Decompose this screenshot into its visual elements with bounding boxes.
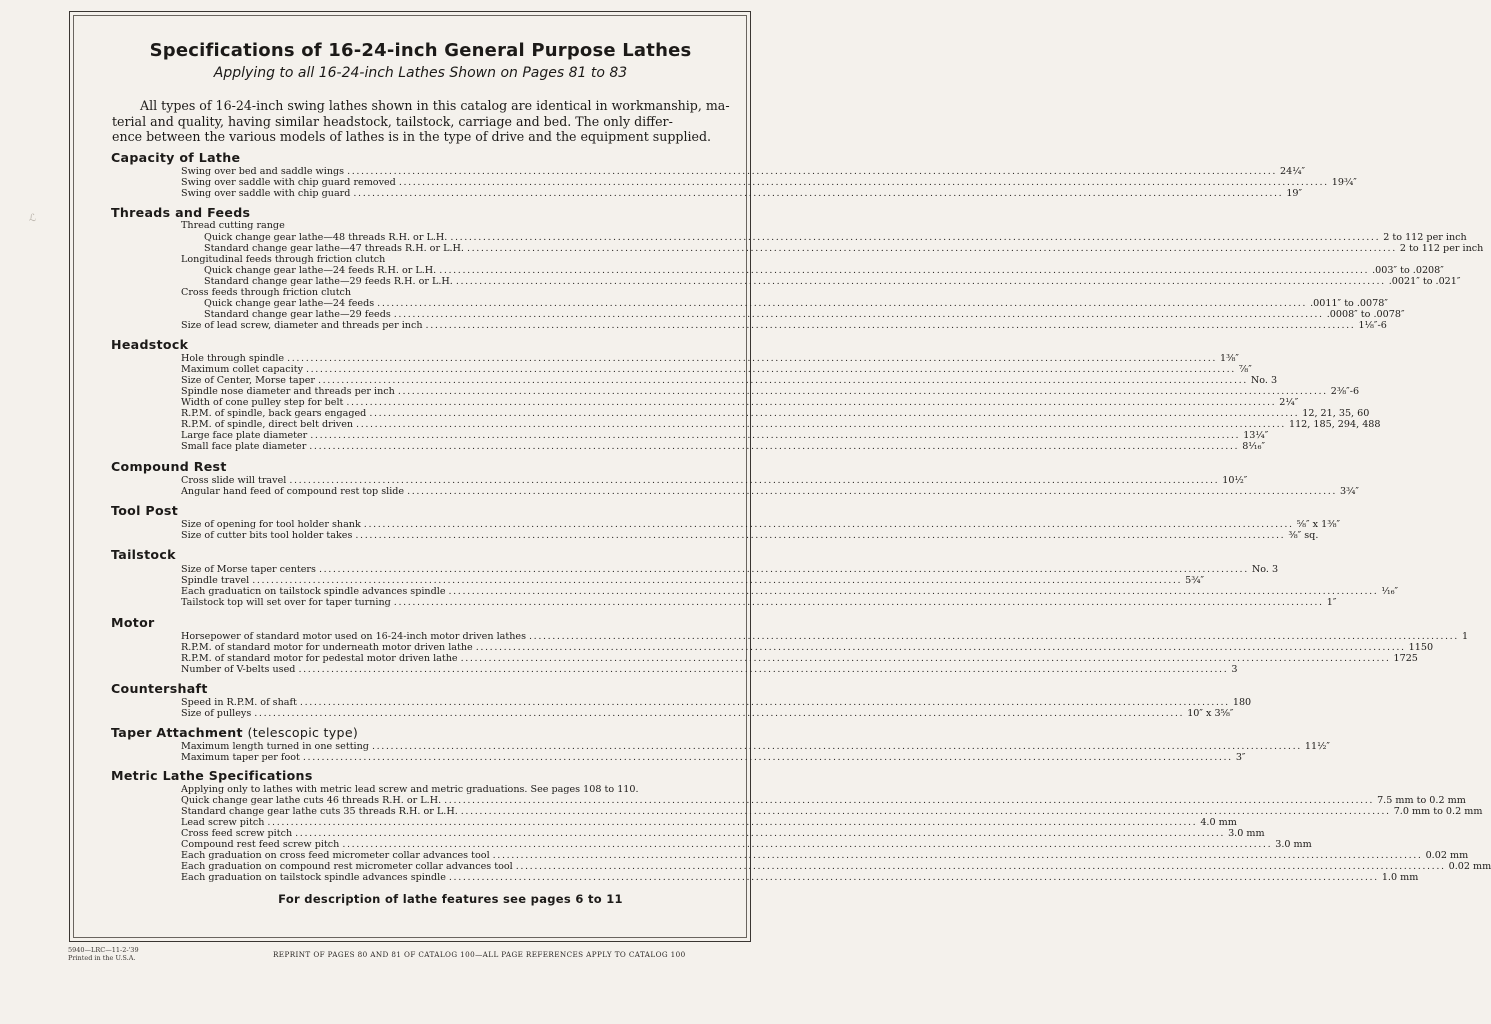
section-taper-title xyxy=(111,725,358,740)
spec-row: Standard change gear lathe—29 feeds R.H. or L.H. ........................................................................................................................................................................................................ .0021″ to .021″ xyxy=(204,276,1461,287)
spec-row: Size of opening for tool holder shank ........................................................................................................................................................................................................ ⅝″ x 1⅜″ xyxy=(181,519,1341,530)
spec-value: ¹⁄₁₆″ xyxy=(1381,586,1399,597)
section-motor-title: Motor xyxy=(111,615,155,630)
section-tailstock-title: Tailstock xyxy=(111,547,176,562)
spec-row: Swing over saddle with chip guard ........................................................................................................................................................................................................ 19″ xyxy=(181,188,1303,199)
spec-label: Standard change gear lathe—47 threads R.H. or L.H. xyxy=(204,243,464,254)
spec-value: 1725 xyxy=(1393,653,1418,664)
spec-label: Quick change gear lathe—24 feeds xyxy=(204,298,375,309)
spec-row: Standard change gear lathe—47 threads R.H. or L.H. ........................................................................................................................................................................................................ 2 to 112 per inch xyxy=(204,243,1484,254)
section-taper-note: (telescopic type) xyxy=(247,725,359,740)
spec-label: Spindle nose diameter and threads per inch xyxy=(181,386,395,397)
spec-label: Swing over saddle with chip guard removed xyxy=(181,177,396,188)
spec-value: 0.02 mm xyxy=(1425,850,1469,861)
spec-row: Lead screw pitch ........................................................................................................................................................................................................ 4.0 mm xyxy=(181,817,1237,828)
section-taper-label: Taper Attachment xyxy=(111,725,243,740)
reprint-note: REPRINT OF PAGES 80 AND 81 OF CATALOG 100—ALL PAGE REFERENCES APPLY TO CATALOG 100 xyxy=(273,950,686,959)
spec-row: Spindle travel ........................................................................................................................................................................................................ 5¾″ xyxy=(181,575,1205,586)
spec-value: 3¾″ xyxy=(1340,486,1360,497)
printed-in-line: Printed in the U.S.A. xyxy=(68,954,136,962)
spec-label: Each graduation on cross feed micrometer collar advances tool xyxy=(181,850,490,861)
spec-label: Width of cone pulley step for belt xyxy=(181,397,344,408)
spec-row: Quick change gear lathe cuts 46 threads R.H. or L.H. ........................................................................................................................................................................................................ 7.5 mm to 0.2 mm xyxy=(181,795,1466,806)
print-code xyxy=(68,946,139,962)
spec-row: R.P.M. of spindle, direct belt driven ........................................................................................................................................................................................................ 112, 185, 294, 488 xyxy=(181,419,1381,430)
spec-value: .003″ to .0208″ xyxy=(1372,265,1444,276)
spec-label: Quick change gear lathe—24 feeds R.H. or L.H. xyxy=(204,265,437,276)
spec-label: Standard change gear lathe cuts 35 threads R.H. or L.H. xyxy=(181,806,458,817)
spec-label: Spindle travel xyxy=(181,575,250,586)
spec-value: 3.0 mm xyxy=(1275,839,1312,850)
spec-value: 1 xyxy=(1461,631,1469,642)
spec-label: Quick change gear lathe—48 threads R.H. or L.H. xyxy=(204,232,448,243)
page-subtitle: Applying to all 16-24-inch Lathes Shown on Pages 81 to 83 xyxy=(213,65,628,81)
spec-row: Quick change gear lathe—24 feeds ........................................................................................................................................................................................................ .0011″ to .0078″ xyxy=(204,298,1388,309)
spec-label: Angular hand feed of compound rest top slide xyxy=(181,486,405,497)
spec-value: .0011″ to .0078″ xyxy=(1310,298,1388,309)
section-compound-title: Compound Rest xyxy=(111,459,227,474)
spec-row: Size of pulleys ........................................................................................................................................................................................................ 10″ x 3⅝″ xyxy=(181,708,1234,719)
spec-label: Size of opening for tool holder shank xyxy=(181,519,361,530)
spec-row: Maximum taper per foot ........................................................................................................................................................................................................ 3″ xyxy=(181,752,1246,763)
spec-label: Standard change gear lathe—29 feeds R.H. or L.H. xyxy=(204,276,453,287)
spec-value: .0021″ to .021″ xyxy=(1388,276,1461,287)
spec-label: Cross slide will travel xyxy=(181,475,287,486)
spec-label: Cross feed screw pitch xyxy=(181,828,293,839)
spec-row: R.P.M. of standard motor for pedestal motor driven lathe ........................................................................................................................................................................................................ 1725 xyxy=(181,653,1418,664)
page-title: Specifications of 16-24-inch General Purpose Lathes xyxy=(149,40,692,61)
spec-value: .0008″ to .0078″ xyxy=(1326,309,1405,320)
spec-value: ⅞″ xyxy=(1238,364,1252,375)
spec-value: 112, 185, 294, 488 xyxy=(1288,419,1381,430)
spec-value: 7.5 mm to 0.2 mm xyxy=(1377,795,1466,806)
spec-label: Lead screw pitch xyxy=(181,817,265,828)
spec-label: Size of Morse taper centers xyxy=(181,564,316,575)
spec-value: 3.0 mm xyxy=(1228,828,1265,839)
spec-value: 1150 xyxy=(1408,642,1434,653)
spec-label: R.P.M. of standard motor for underneath motor driven lathe xyxy=(181,642,473,653)
spec-row: Size of cutter bits tool holder takes ........................................................................................................................................................................................................ ⅜″ sq. xyxy=(181,530,1319,541)
spec-label: Hole through spindle xyxy=(181,353,285,364)
spec-label: Swing over saddle with chip guard xyxy=(181,188,351,199)
spec-value: 3″ xyxy=(1235,752,1246,763)
spec-row: Angular hand feed of compound rest top slide ........................................................................................................................................................................................................ 3¾″ xyxy=(181,486,1360,497)
section-headstock-title: Headstock xyxy=(111,337,189,352)
spec-value: 3 xyxy=(1231,664,1238,675)
spec-value: 8¹⁄₁₆″ xyxy=(1242,441,1266,452)
spec-value: 1″ xyxy=(1326,597,1337,608)
spec-label: Tailstock top will set over for taper turning xyxy=(181,597,391,608)
spec-value: 1.0 mm xyxy=(1381,872,1419,883)
spec-value: 0.02 mm xyxy=(1448,861,1491,872)
spec-row: Each graduation on tailstock spindle advances spindle ........................................................................................................................................................................................................ 1.0 mm xyxy=(181,872,1419,883)
spec-value: No. 3 xyxy=(1250,375,1278,386)
spec-label: Compound rest feed screw pitch xyxy=(181,839,340,850)
section-metric-title: Metric Lathe Specifications xyxy=(111,768,313,783)
spec-row: Cross feed screw pitch ........................................................................................................................................................................................................ 3.0 mm xyxy=(181,828,1265,839)
section-toolpost-title: Tool Post xyxy=(111,503,179,518)
see-also-note: For description of lathe features see pages 6 to 11 xyxy=(278,892,623,906)
spec-label: Size of lead screw, diameter and threads per inch xyxy=(181,320,423,331)
spec-group-heading: Thread cutting range xyxy=(181,220,285,231)
spec-value: 1⅜″ xyxy=(1220,353,1240,364)
spec-value: 2⅜″-6 xyxy=(1330,386,1360,397)
spec-label: Size of pulleys xyxy=(181,708,252,719)
spec-value: 2¼″ xyxy=(1279,397,1299,408)
spec-label: Maximum length turned in one setting xyxy=(181,741,369,752)
spec-row: Swing over saddle with chip guard removed ........................................................................................................................................................................................................ 19¾″ xyxy=(181,177,1357,188)
spec-label: Speed in R.P.M. of shaft xyxy=(181,697,297,708)
spec-row: Each graduaticn on tailstock spindle advances spindle ........................................................................................................................................................................................................ ¹⁄₁₆″ xyxy=(181,586,1399,597)
spec-row: Large face plate diameter ........................................................................................................................................................................................................ 13¼″ xyxy=(181,430,1269,441)
spec-row: Width of cone pulley step for belt ........................................................................................................................................................................................................ 2¼″ xyxy=(181,397,1299,408)
spec-value: 19¾″ xyxy=(1331,177,1357,188)
spec-value: 5¾″ xyxy=(1185,575,1205,586)
intro-line: ence between the various models of lathes is in the type of drive and the equipment supplied. xyxy=(112,129,712,144)
spec-row: Size of Center, Morse taper ........................................................................................................................................................................................................ No. 3 xyxy=(181,375,1278,386)
spec-label: Size of Center, Morse taper xyxy=(181,375,315,386)
spec-row: R.P.M. of standard motor for underneath motor driven lathe ........................................................................................................................................................................................................ 1150 xyxy=(181,642,1434,653)
spec-row: Size of Morse taper centers ........................................................................................................................................................................................................ No. 3 xyxy=(181,564,1279,575)
spec-value: 19″ xyxy=(1286,188,1303,199)
metric-note: Applying only to lathes with metric lead screw and metric graduations. See pages 108 to 110. xyxy=(181,784,639,795)
spec-row: Number of V-belts used ........................................................................................................................................................................................................ 3 xyxy=(181,664,1238,675)
spec-label: R.P.M. of standard motor for pedestal motor driven lathe xyxy=(181,653,458,664)
spec-row: Cross slide will travel ........................................................................................................................................................................................................ 10½″ xyxy=(181,475,1248,486)
spec-row: Quick change gear lathe—24 feeds R.H. or L.H. ........................................................................................................................................................................................................ .003″ to .0208″ xyxy=(204,265,1444,276)
spec-value: ⅜″ sq. xyxy=(1288,530,1319,541)
spec-label: R.P.M. of spindle, back gears engaged xyxy=(181,408,367,419)
spec-label: Maximum taper per foot xyxy=(181,752,300,763)
print-code-line: 5940—LRC—11-2-'39 xyxy=(68,946,139,954)
spec-value: 11½″ xyxy=(1304,741,1330,752)
spec-row: Quick change gear lathe—48 threads R.H. or L.H. ........................................................................................................................................................................................................ 2 to 112 per inch xyxy=(204,232,1467,243)
spec-value: 12, 21, 35, 60 xyxy=(1302,408,1370,419)
spec-label: Standard change gear lathe—29 feeds xyxy=(204,309,391,320)
spec-row: Hole through spindle ........................................................................................................................................................................................................ 1⅜″ xyxy=(181,353,1240,364)
spec-row: Standard change gear lathe cuts 35 threads R.H. or L.H. ........................................................................................................................................................................................................ 7.0 mm to 0.2 mm xyxy=(181,806,1483,817)
spec-label: Each graduation on tailstock spindle advances spindle xyxy=(181,872,446,883)
spec-label: Each graduation on compound rest micrometer collar advances tool xyxy=(181,861,513,872)
spec-row: Standard change gear lathe—29 feeds ........................................................................................................................................................................................................ .0008″ to .0078″ xyxy=(204,309,1405,320)
spec-row: Swing over bed and saddle wings ........................................................................................................................................................................................................ 24¼″ xyxy=(181,166,1306,177)
spec-row: Small face plate diameter ........................................................................................................................................................................................................ 8¹⁄₁₆″ xyxy=(181,441,1266,452)
spec-row: Maximum collet capacity ........................................................................................................................................................................................................ ⅞″ xyxy=(181,364,1252,375)
spec-value: 10″ x 3⅝″ xyxy=(1187,708,1234,719)
intro-line: terial and quality, having similar headstock, tailstock, carriage and bed. The only differ- xyxy=(112,113,673,129)
spec-value: 7.0 mm to 0.2 mm xyxy=(1393,806,1483,817)
spec-label: Quick change gear lathe cuts 46 threads R.H. or L.H. xyxy=(181,795,442,806)
stray-mark: ℒ xyxy=(29,213,37,224)
spec-label: R.P.M. of spindle, direct belt driven xyxy=(181,419,354,430)
spec-label: Size of cutter bits tool holder takes xyxy=(181,530,353,541)
spec-group-heading: Cross feeds through friction clutch xyxy=(181,287,352,298)
spec-row: R.P.M. of spindle, back gears engaged ........................................................................................................................................................................................................ 12, 21, 35, 60 xyxy=(181,408,1370,419)
spec-row: Speed in R.P.M. of shaft ........................................................................................................................................................................................................ 180 xyxy=(181,697,1252,708)
spec-value: 2 to 112 per inch xyxy=(1383,232,1467,243)
spec-row: Spindle nose diameter and threads per inch ........................................................................................................................................................................................................ 2⅜″-6 xyxy=(181,386,1360,397)
spec-label: Large face plate diameter xyxy=(181,430,308,441)
spec-label: Number of V-belts used xyxy=(181,664,296,675)
section-threads-title: Threads and Feeds xyxy=(111,205,251,220)
spec-label: Each graduaticn on tailstock spindle advances spindle xyxy=(181,586,446,597)
section-countershaft-title: Countershaft xyxy=(111,681,208,696)
intro-line: All types of 16-24-inch swing lathes shown in this catalog are identical in workmanship, ma- xyxy=(140,98,730,113)
spec-row: Maximum length turned in one setting ........................................................................................................................................................................................................ 11½″ xyxy=(181,741,1330,752)
spec-row: Size of lead screw, diameter and threads per inch ........................................................................................................................................................................................................ 1⅛″-6 xyxy=(181,320,1387,331)
spec-row: Compound rest feed screw pitch ........................................................................................................................................................................................................ 3.0 mm xyxy=(181,839,1312,850)
spec-value: 4.0 mm xyxy=(1200,817,1237,828)
spec-row: Tailstock top will set over for taper turning ........................................................................................................................................................................................................ 1″ xyxy=(181,597,1337,608)
intro-paragraph xyxy=(112,98,730,145)
spec-row: Each graduation on compound rest micrometer collar advances tool ........................................................................................................................................................................................................ 0.02 mm xyxy=(181,861,1491,872)
spec-row: Horsepower of standard motor used on 16-24-inch motor driven lathes ........................................................................................................................................................................................................ 1 xyxy=(181,631,1469,642)
spec-value: 10½″ xyxy=(1222,475,1248,486)
spec-label: Small face plate diameter xyxy=(181,441,307,452)
spec-label: Maximum collet capacity xyxy=(181,364,303,375)
spec-value: 2 to 112 per inch xyxy=(1399,243,1484,254)
section-capacity-title: Capacity of Lathe xyxy=(111,150,241,165)
spec-value: 180 xyxy=(1232,697,1252,708)
spec-value: 13¼″ xyxy=(1243,430,1269,441)
spec-group-heading: Longitudinal feeds through friction clutch xyxy=(181,254,386,265)
spec-value: ⅝″ x 1⅜″ xyxy=(1296,519,1341,530)
spec-label: Swing over bed and saddle wings xyxy=(181,166,345,177)
spec-value: 24¼″ xyxy=(1280,166,1306,177)
spec-row: Each graduation on cross feed micrometer collar advances tool ........................................................................................................................................................................................................ 0.02 mm xyxy=(181,850,1469,861)
spec-label: Horsepower of standard motor used on 16-24-inch motor driven lathes xyxy=(181,631,527,642)
spec-value: 1⅛″-6 xyxy=(1358,320,1387,331)
spec-value: No. 3 xyxy=(1251,564,1279,575)
